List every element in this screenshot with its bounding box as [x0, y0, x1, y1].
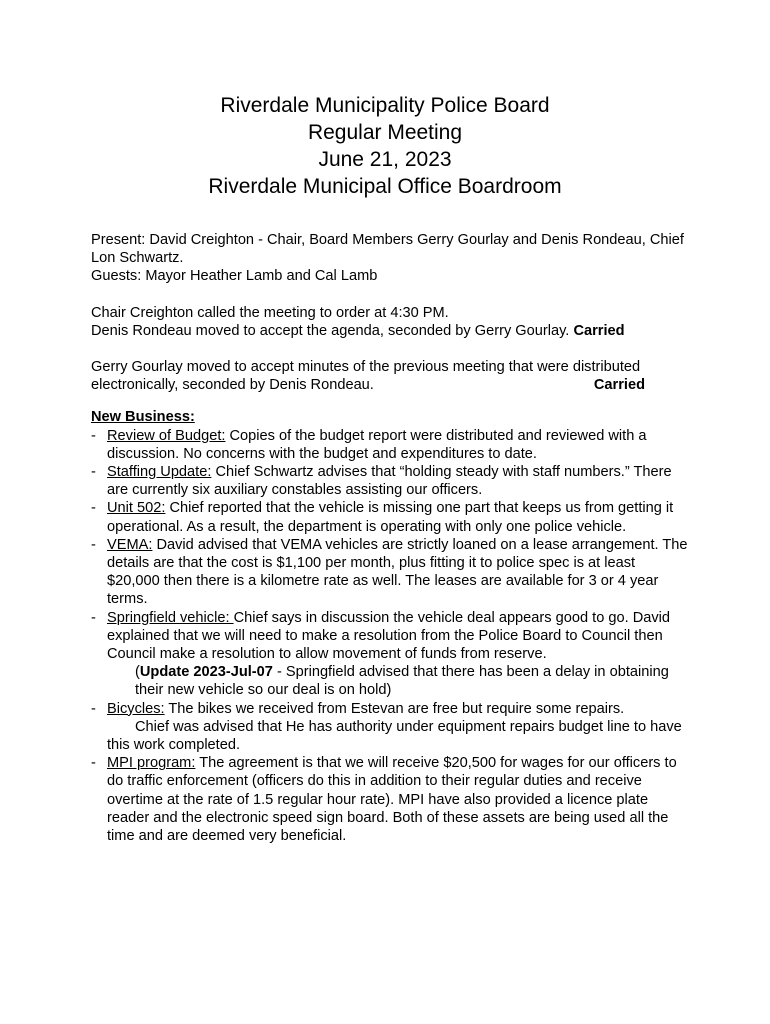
list-item — [91, 427, 691, 463]
list-dash: - — [91, 755, 96, 772]
list-dash: - — [91, 464, 96, 481]
minutes-motion-paragraph — [91, 358, 691, 394]
item-label: Bicycles: — [107, 700, 165, 717]
meeting-date: June 21, 2023 — [318, 148, 452, 171]
board-name: Riverdale Municipality Police Board — [220, 94, 550, 117]
update-label: Update 2023-Jul-07 — [139, 664, 273, 681]
list-dash: - — [91, 427, 96, 444]
item-text: Copies of the budget report were distributed and reviewed with a discussion. No concerns with the budget and expenditures to date. — [107, 427, 647, 462]
item-label: Springfield vehicle: — [107, 609, 234, 626]
item-label: MPI program: — [107, 755, 196, 772]
agenda-motion: Denis Rondeau moved to accept the agenda, seconded by Gerry Gourlay. — [91, 322, 570, 339]
minutes-body — [91, 231, 691, 845]
list-item — [91, 609, 691, 700]
item-text: Chief reported that the vehicle is missing one part that keeps us from getting it operational. As a result, the department is operating with only one police vehicle. — [107, 500, 674, 535]
list-dash: - — [91, 536, 96, 553]
item-text: The agreement is that we will receive $20,500 for wages for our officers to do traffic enforcement (officers do this in addition to their regular duties and receive overtime at the rate of 1.5 regular hour rate). MPI have also provided a licence plate reader and the electronic speed sign board. Both of these assets are being used all the time and are deemed very beneficial. — [107, 755, 677, 845]
new-business-heading: New Business: — [91, 409, 195, 426]
item-label: Unit 502: — [107, 500, 166, 517]
agenda-carried: Carried — [573, 322, 625, 339]
call-to-order: Chair Creighton called the meeting to order at 4:30 PM. — [91, 304, 449, 321]
update-note: (Update 2023-Jul-07 - Springfield advised that there has been a delay in obtaining their new vehicle so our deal is on hold) — [135, 664, 669, 699]
list-item — [91, 700, 691, 755]
item-continuation: Chief was advised that He has authority under equipment repairs budget line to have this work completed. — [107, 718, 682, 754]
minutes-motion: Gerry Gourlay moved to accept minutes of the previous meeting that were distributed electronically, seconded by Denis Rondeau. — [91, 359, 641, 394]
list-dash: - — [91, 609, 96, 626]
item-text: Chief says in discussion the vehicle deal appears good to go. David explained that we will need to make a resolution from the Police Board to Council then Council make a resolution to allow movement of funds from reserve. — [107, 609, 671, 663]
meeting-location: Riverdale Municipal Office Boardroom — [208, 175, 562, 198]
item-label: Staffing Update: — [107, 464, 212, 481]
agenda-motion-paragraph — [91, 322, 691, 340]
list-dash: - — [91, 700, 96, 717]
item-text: David advised that VEMA vehicles are strictly loaned on a lease arrangement. The details are that the cost is $1,100 per month, plus fitting it to police spec is at least $20,000 then there is a kilometre rate as well. The leases are available for 3 or 4 year terms. — [107, 536, 688, 608]
item-label: Review of Budget: — [107, 427, 226, 444]
list-item — [91, 754, 691, 845]
item-text: The bikes we received from Estevan are free but require some repairs. — [164, 700, 625, 717]
item-label: VEMA: — [107, 536, 153, 553]
meeting-type: Regular Meeting — [307, 121, 463, 144]
update-text: - Springfield advised that there has been a delay in obtaining their new vehicle so our deal is on hold) — [135, 664, 669, 699]
document-title-block — [0, 92, 770, 200]
item-text: Chief Schwartz advises that “holding steady with staff numbers.” There are currently six auxiliary constables assisting our officers. — [107, 464, 672, 499]
guests-line: Guests: Mayor Heather Lamb and Cal Lamb — [91, 268, 378, 285]
new-business-list — [91, 427, 691, 846]
list-item — [91, 463, 691, 499]
list-item — [91, 499, 691, 535]
list-item — [91, 536, 691, 609]
present-line: Present: David Creighton - Chair, Board Members Gerry Gourlay and Denis Rondeau, Chief Lon Schwartz. — [91, 232, 684, 267]
minutes-carried: Carried — [593, 377, 645, 394]
list-dash: - — [91, 500, 96, 517]
